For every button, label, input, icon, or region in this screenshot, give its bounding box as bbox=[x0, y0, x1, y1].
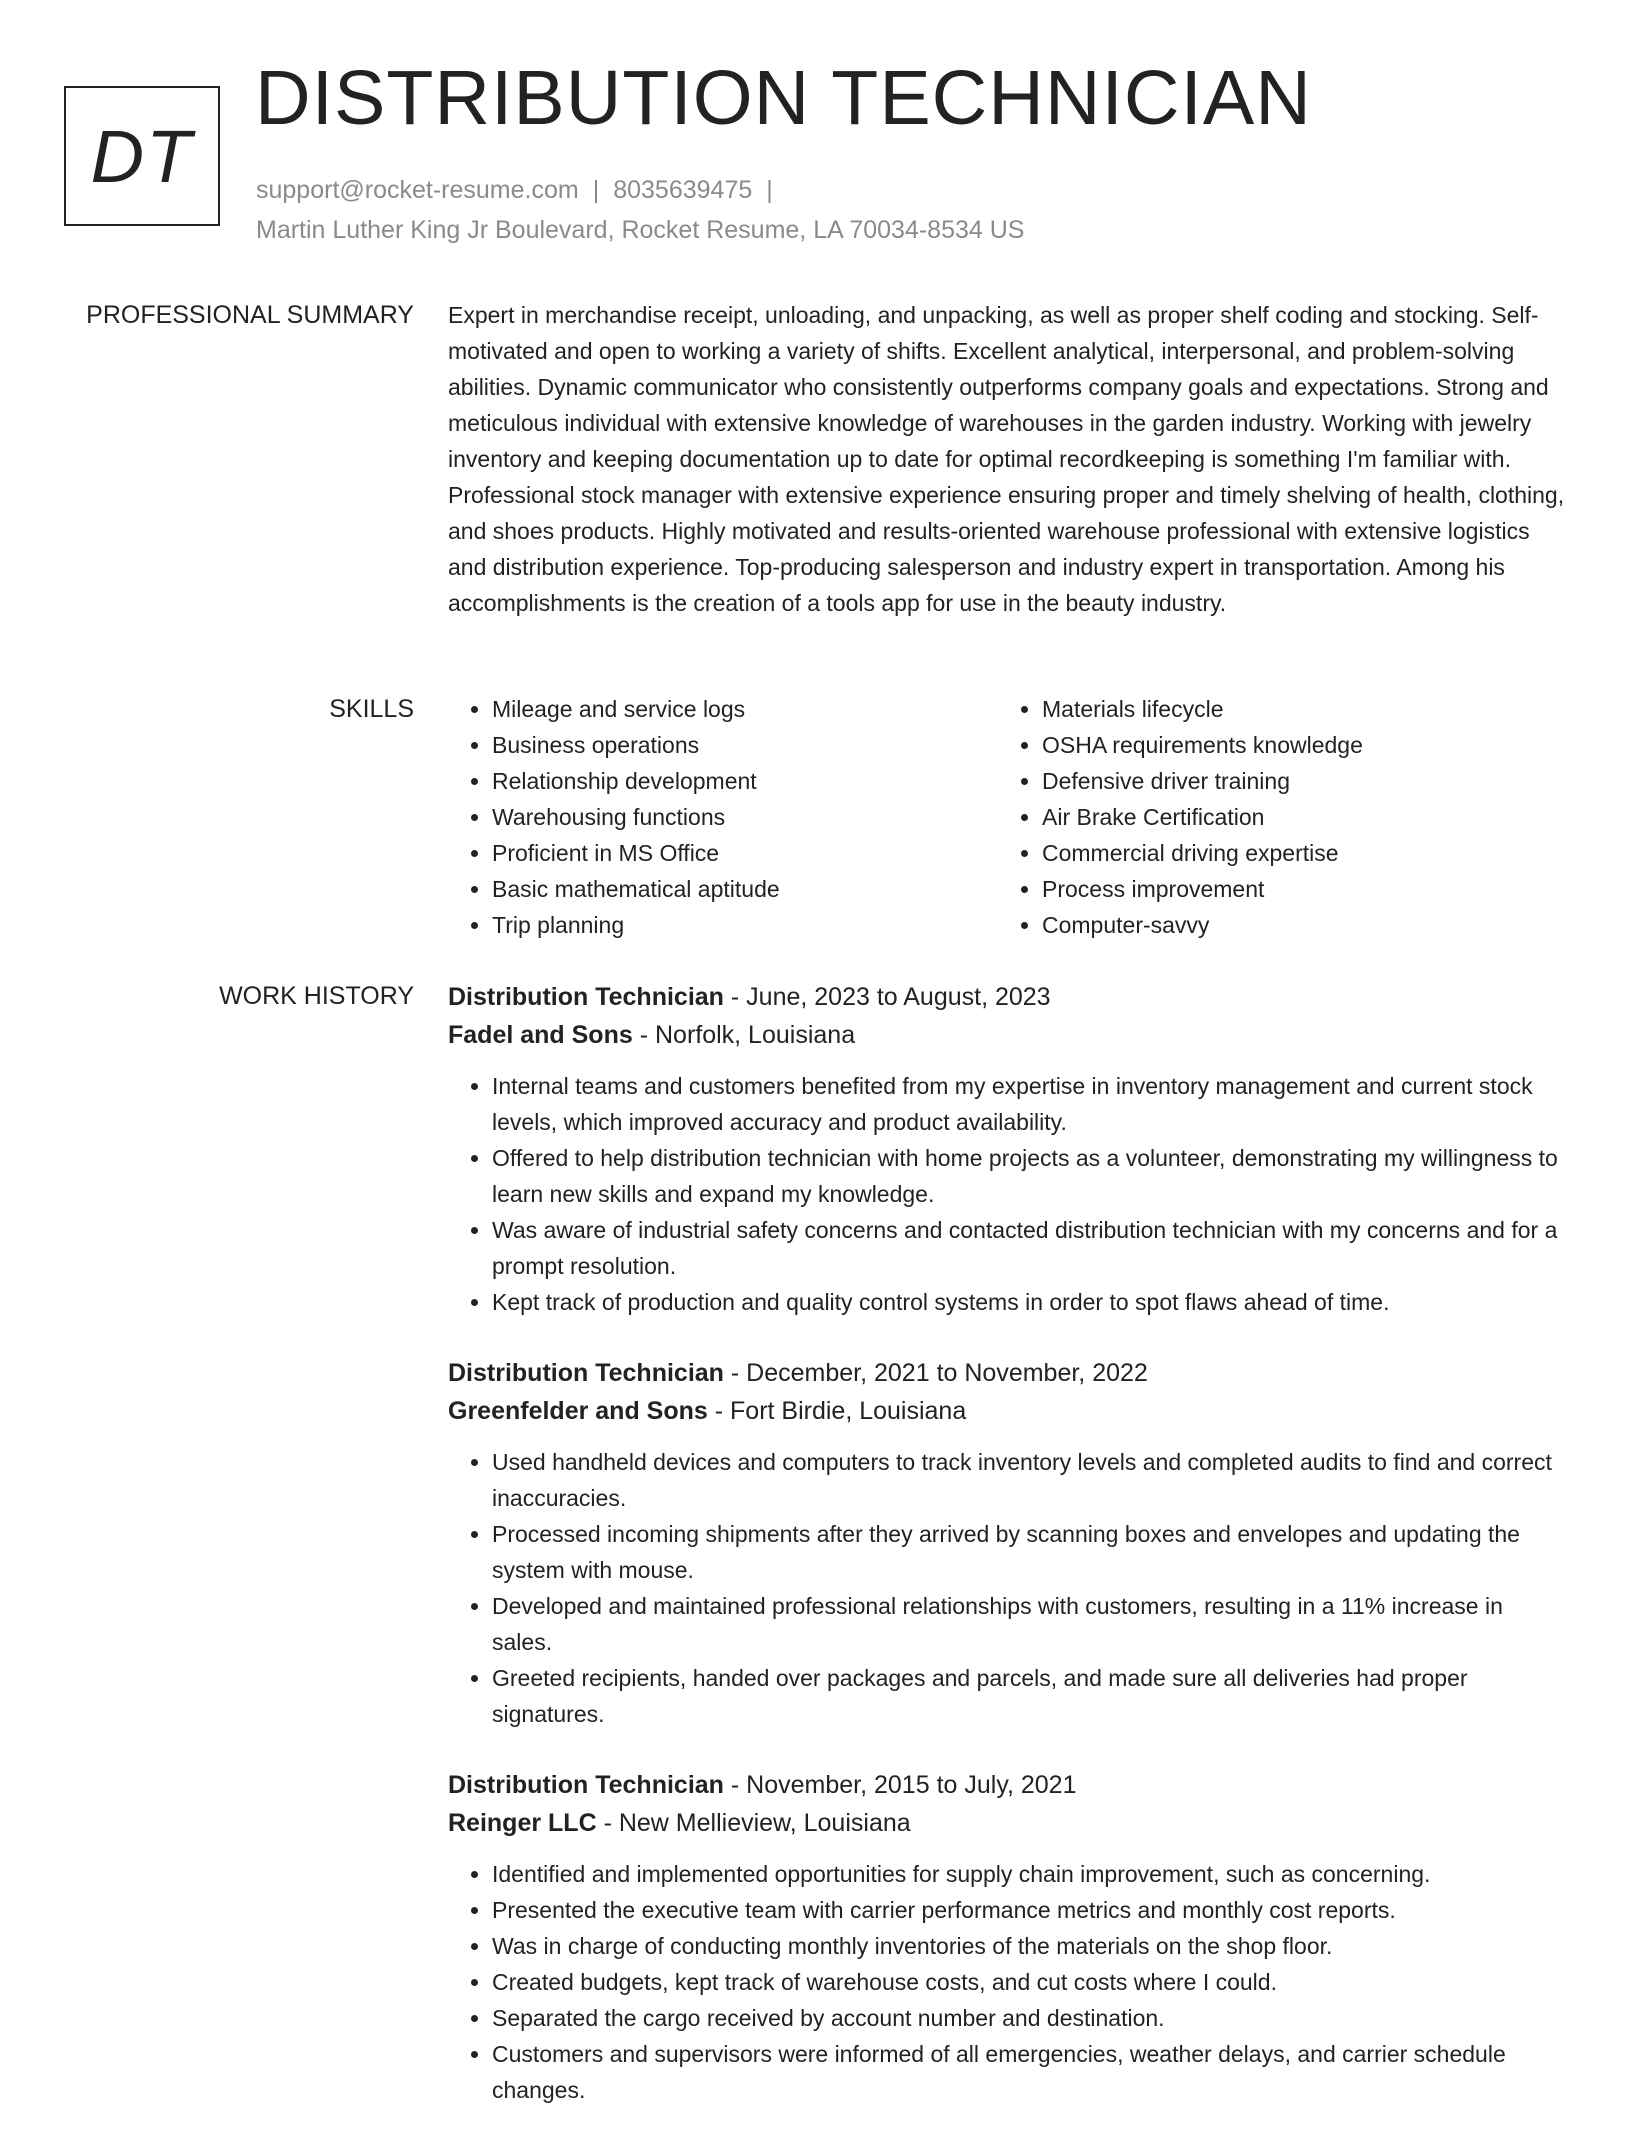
skill-item: • OSHA requirements knowledge bbox=[1042, 727, 1548, 763]
skill-item: • Mileage and service logs bbox=[492, 691, 998, 727]
section-label-summary: PROFESSIONAL SUMMARY bbox=[86, 301, 414, 329]
work-history-body bbox=[448, 978, 1568, 2142]
job-company-line bbox=[448, 1392, 1568, 1430]
job-bullet: • Offered to help distribution technician with home projects as a volunteer, demonstrating my willingness to learn new skills and expand my knowledge. bbox=[492, 1140, 1568, 1212]
skill-item: • Proficient in MS Office bbox=[492, 835, 998, 871]
job-location: - New Mellieview, Louisiana bbox=[596, 1809, 911, 1837]
skill-item: • Defensive driver training bbox=[1042, 763, 1548, 799]
summary-body bbox=[448, 297, 1568, 621]
job-company-line bbox=[448, 1804, 1568, 1842]
skill-item: • Business operations bbox=[492, 727, 998, 763]
job-bullet: • Identified and implemented opportunities for supply chain improvement, such as concerning. bbox=[492, 1856, 1568, 1892]
skill-item: • Basic mathematical aptitude bbox=[492, 871, 998, 907]
monogram-initials: DT bbox=[90, 114, 194, 198]
job-bullet: • Processed incoming shipments after they arrived by scanning boxes and envelopes and updating the system with mouse. bbox=[492, 1516, 1568, 1588]
job-title-line bbox=[448, 1354, 1568, 1392]
skills-list-left bbox=[448, 691, 998, 943]
job-entry bbox=[448, 1766, 1568, 2108]
job-bullet: • Separated the cargo received by account number and destination. bbox=[492, 2000, 1568, 2036]
job-bullet: • Internal teams and customers benefited from my expertise in inventory management and current stock levels, which improved accuracy and product availability. bbox=[492, 1068, 1568, 1140]
candidate-name: DISTRIBUTION TECHNICIAN bbox=[255, 55, 1312, 141]
job-bullet: • Greeted recipients, handed over packages and parcels, and made sure all deliveries had proper signatures. bbox=[492, 1660, 1568, 1732]
separator: | bbox=[766, 176, 773, 204]
phone[interactable]: 8035639475 bbox=[613, 176, 753, 204]
job-bullet: • Was in charge of conducting monthly inventories of the materials on the shop floor. bbox=[492, 1928, 1568, 1964]
contact-line-1 bbox=[256, 170, 1024, 210]
job-bullet: • Customers and supervisors were informed of all emergencies, weather delays, and carrier schedule changes. bbox=[492, 2036, 1568, 2108]
job-bullet: • Used handheld devices and computers to track inventory levels and completed audits to find and correct inaccuracies. bbox=[492, 1444, 1568, 1516]
job-title: Distribution Technician bbox=[448, 1359, 724, 1387]
skill-item: • Warehousing functions bbox=[492, 799, 998, 835]
section-label-work-history: WORK HISTORY bbox=[219, 982, 414, 1010]
skills-body bbox=[448, 691, 1568, 943]
contact-info bbox=[256, 170, 1024, 250]
job-dates: - June, 2023 to August, 2023 bbox=[723, 983, 1051, 1011]
skills-list-right bbox=[998, 691, 1548, 943]
job-company: Greenfelder and Sons bbox=[448, 1397, 708, 1425]
address: Martin Luther King Jr Boulevard, Rocket Resume, LA 70034-8534 US bbox=[256, 216, 1025, 244]
skill-item: • Relationship development bbox=[492, 763, 998, 799]
email[interactable]: support@rocket-resume.com bbox=[256, 176, 579, 204]
job-location: - Fort Birdie, Louisiana bbox=[707, 1397, 967, 1425]
job-dates: - November, 2015 to July, 2021 bbox=[723, 1771, 1077, 1799]
job-company-line bbox=[448, 1016, 1568, 1054]
job-bullet: • Kept track of production and quality control systems in order to spot flaws ahead of time. bbox=[492, 1284, 1568, 1320]
job-title: Distribution Technician bbox=[448, 1771, 724, 1799]
separator: | bbox=[592, 176, 600, 204]
summary-text: Expert in merchandise receipt, unloading, and unpacking, as well as proper shelf coding and stocking. Self-motivated and open to working a variety of shifts. Excellent analytical, interpersonal, and problem-solving abilities. Dynamic communicator who consistently outperforms company goals and expectations. Strong and meticulous individual with extensive knowledge of warehouses in the garden industry. Working with jewelry inventory and keeping documentation up to date for optimal recordkeeping is something I'm familiar with. Professional stock manager with extensive experience ensuring proper and timely shelving of health, clothing, and shoes products. Highly motivated and results-oriented warehouse professional with extensive logistics and distribution experience. Top-producing salesperson and industry expert in transportation. Among his accomplishments is the creation of a tools app for use in the beauty industry. bbox=[448, 302, 1565, 616]
skill-item: • Commercial driving expertise bbox=[1042, 835, 1548, 871]
skill-item: • Process improvement bbox=[1042, 871, 1548, 907]
job-bullet: • Presented the executive team with carrier performance metrics and monthly cost reports. bbox=[492, 1892, 1568, 1928]
job-dates: - December, 2021 to November, 2022 bbox=[723, 1359, 1148, 1387]
job-bullet: • Was aware of industrial safety concerns and contacted distribution technician with my concerns and for a prompt resolution. bbox=[492, 1212, 1568, 1284]
job-title: Distribution Technician bbox=[448, 983, 724, 1011]
job-bullet-list bbox=[448, 1068, 1568, 1320]
job-entry bbox=[448, 978, 1568, 1320]
job-company: Fadel and Sons bbox=[448, 1021, 633, 1049]
job-bullet: • Created budgets, kept track of warehouse costs, and cut costs where I could. bbox=[492, 1964, 1568, 2000]
job-title-line bbox=[448, 978, 1568, 1016]
job-title-line bbox=[448, 1766, 1568, 1804]
job-bullet-list bbox=[448, 1444, 1568, 1732]
job-bullet: • Developed and maintained professional relationships with customers, resulting in a 11% increase in sales. bbox=[492, 1588, 1568, 1660]
job-bullet-list bbox=[448, 1856, 1568, 2108]
section-label-skills: SKILLS bbox=[329, 695, 414, 723]
job-company: Reinger LLC bbox=[448, 1809, 597, 1837]
job-entry bbox=[448, 1354, 1568, 1732]
monogram-box bbox=[64, 86, 220, 226]
skill-item: • Computer-savvy bbox=[1042, 907, 1548, 943]
skill-item: • Air Brake Certification bbox=[1042, 799, 1548, 835]
skill-item: • Materials lifecycle bbox=[1042, 691, 1548, 727]
skill-item: • Trip planning bbox=[492, 907, 998, 943]
job-location: - Norfolk, Louisiana bbox=[632, 1021, 856, 1049]
